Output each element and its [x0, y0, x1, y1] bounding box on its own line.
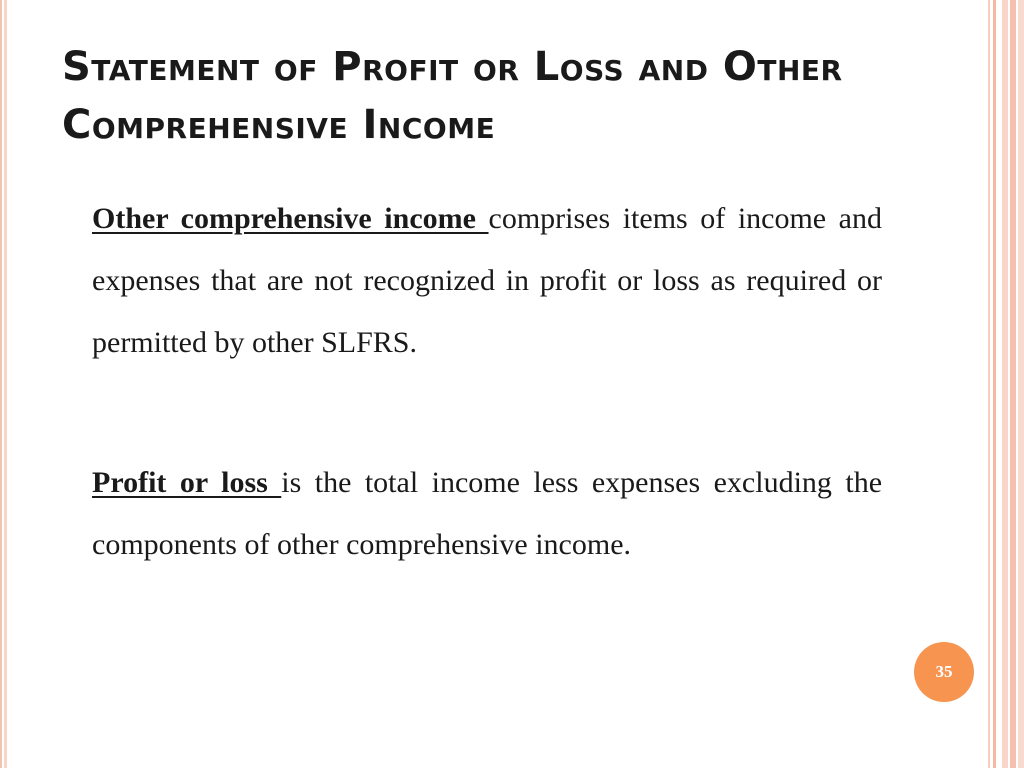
page-number-badge: 35: [914, 642, 974, 702]
term-profit-or-loss: Profit or loss: [92, 466, 282, 499]
term-other-comprehensive-income: Other comprehensive income: [92, 202, 489, 235]
definition-text-profit-or-loss: is the total income less expenses excluding the components of other comprehensive income.: [92, 466, 883, 561]
definition-profit-or-loss: [92, 452, 882, 576]
definition-text-other-comprehensive-income: comprises items of income and expenses that are not recognized in profit or loss as required or permitted by other SLFRS.: [92, 202, 882, 359]
slide-title: Statement of Profit or Loss and Other Comprehensive Income: [62, 44, 843, 148]
left-decorative-border: [0, 0, 7, 768]
definition-other-comprehensive-income: [92, 188, 882, 374]
right-decorative-stripes: [980, 0, 1024, 768]
